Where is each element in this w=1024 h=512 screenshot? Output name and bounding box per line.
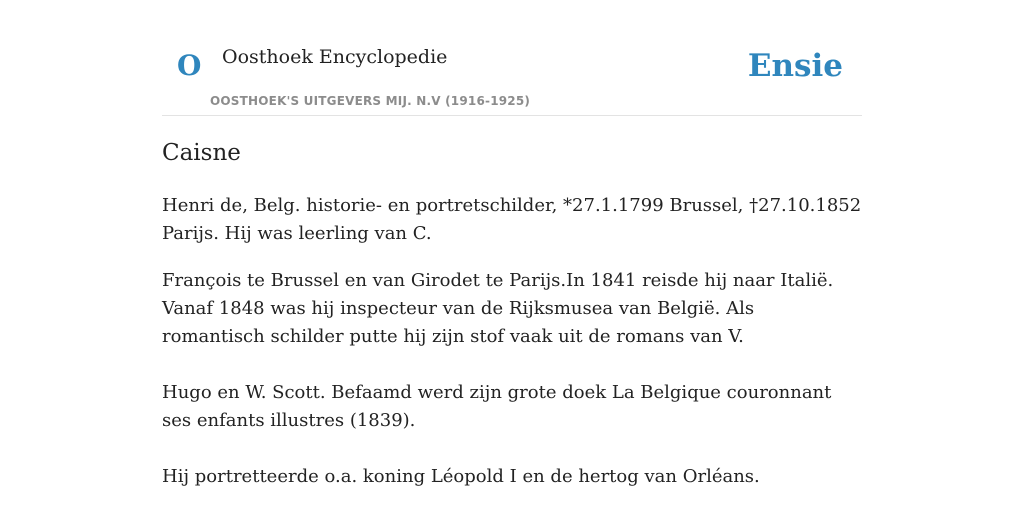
page-container (162, 0, 862, 487)
publisher-subtitle: OOSTHOEK'S UITGEVERS MIJ. N.V (1916-1925) (210, 94, 531, 108)
encyclopedia-title-link[interactable]: Oosthoek Encyclopedie (222, 46, 448, 68)
entry-title: Caisne (162, 140, 241, 166)
entry-paragraph: François te Brussel en van Girodet te Parijs.In 1841 reisde hij naar Italië. Vanaf 1848 was hij inspecteur van de Rijksmusea van België. Als romantisch schilder putte hij zijn stof vaak uit de romans van V. (162, 270, 834, 347)
entry-paragraph: Hugo en W. Scott. Befaamd werd zijn grote doek La Belgique couronnant ses enfants illustres (1839). (162, 382, 832, 431)
entry-paragraph: Henri de, Belg. historie- en portretschilder, *27.1.1799 Brussel, †27.10.1852 Parijs. Hij was leerling van C. (162, 195, 862, 244)
oosthoek-logo-icon[interactable]: O (177, 49, 202, 82)
site-header (162, 0, 862, 116)
entry-paragraph: Hij portretteerde o.a. koning Léopold I en de hertog van Orléans. (162, 466, 760, 487)
entry-body (162, 192, 862, 510)
ensie-brand-link[interactable]: Ensie (747, 48, 843, 84)
